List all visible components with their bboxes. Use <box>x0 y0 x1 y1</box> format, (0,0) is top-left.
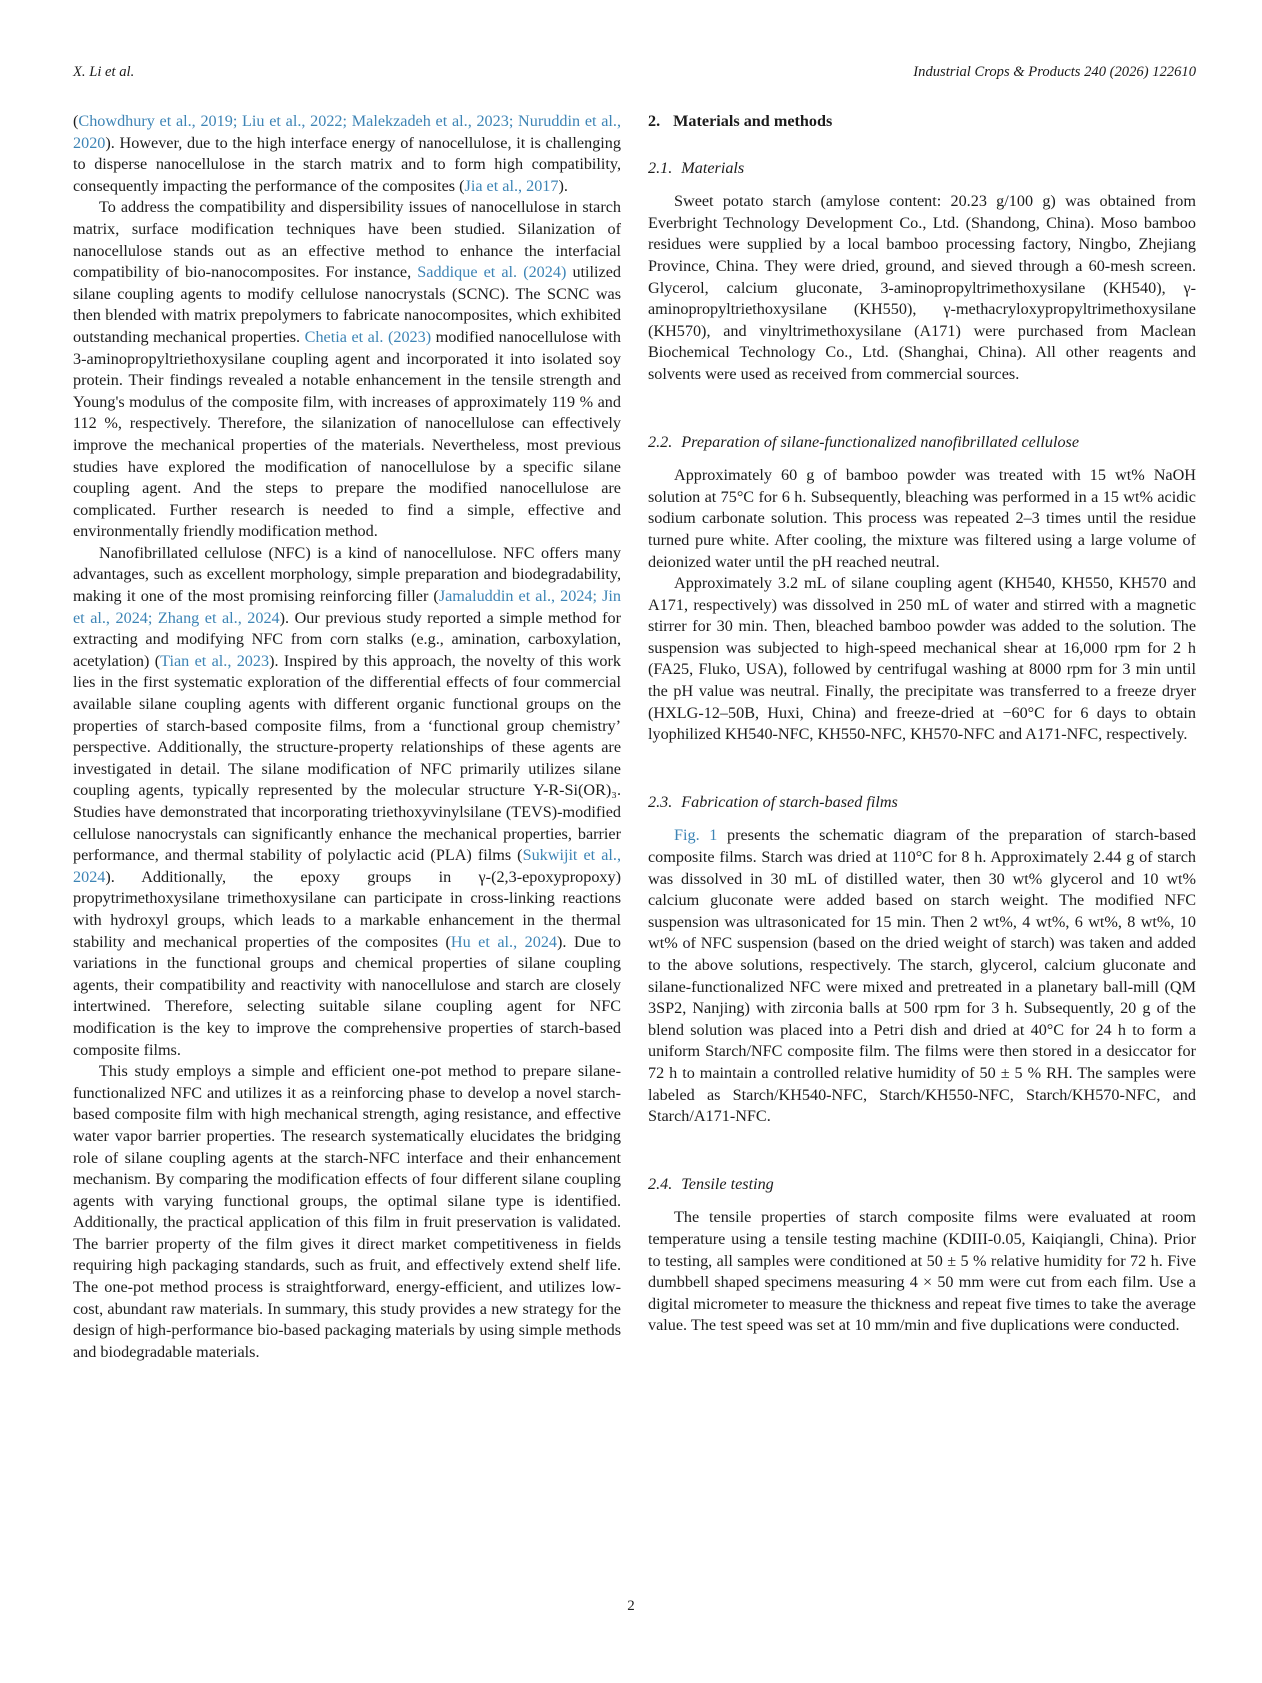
section <box>648 746 1196 1128</box>
paragraph <box>648 573 1196 746</box>
text-run: ). However, due to the high interface energy of nanocellulose, it is challenging to disperse nanocellulose in the starch matrix and to form high compatibility, consequently impacting the performance of the composites ( <box>73 133 621 195</box>
section-heading <box>648 386 1196 466</box>
running-author: X. Li et al. <box>73 64 135 80</box>
section-number: 2.2. <box>648 432 673 451</box>
text-run: ( <box>73 112 79 130</box>
text-run: Nanofibrillated cellulose (NFC) is a kind of nanocellulose. NFC offers many advantages, such as excellent morphology, simple preparation and biodegradability, making it one of the most promising reinforcing filler ( <box>73 543 621 606</box>
paragraph <box>73 111 621 197</box>
text-run: presents the schematic diagram of the preparation of starch-based composite films. Starch was dried at 110°C for 8 h. Approximately 2.44 g of starch was dissolved in 30 mL of distilled water, then 30 wt% glycerol and 10 wt% calcium gluconate were added based on starch weight. The modified NFC suspension was ultrasonicated for 15 min. Then 2 wt%, 4 wt%, 6 wt%, 8 wt%, 10 wt% of NFC suspension (based on the dried weight of starch) was taken and added to the above solutions, respectively. The starch, glycerol, calcium gluconate and silane-functionalized NFC were mixed and pretreated in a planetary ball-mill (QM 3SP2, Nanjing) with zirconia balls at 500 rpm for 3 h. Subsequently, 20 g of the blend solution was placed into a Petri dish and dried at 40°C for 24 h to form a uniform Starch/NFC composite film. The films were then stored in a desiccator for 72 h to maintain a controlled relative humidity of 50 ± 5 % RH. The samples were labeled as Starch/KH540-NFC, Starch/KH550-NFC, Starch/KH570-NFC, and Starch/A171-NFC. <box>648 826 1196 1126</box>
paragraph <box>648 191 1196 385</box>
text-run: modified nanocellulose with 3-aminopropyltriethoxysilane coupling agent and incorporated it into isolated soy protein. Their findings revealed a notable enhancement in the tensile strength and Young's modulus of the composite film, with increases of approximately 119 % and 112 %, respectively. Therefore, the silanization of nanocellulose can effectively improve the mechanical properties of the materials. Nevertheless, most previous studies have explored the modification of nanocellulose by a specific silane coupling agent. And the steps to prepare the modified nanocellulose are complicated. Further research is needed to find a simple, effective and environmentally friendly modification method. <box>73 327 621 541</box>
section <box>648 111 1196 158</box>
section-heading <box>648 158 1196 192</box>
paragraph <box>73 197 621 543</box>
section <box>648 1128 1196 1337</box>
section <box>648 158 1196 386</box>
citation-link[interactable]: Tian et al., 2023 <box>160 651 270 670</box>
right-column <box>648 111 1196 1363</box>
section-number: 2.4. <box>648 1174 673 1193</box>
text-run: Sweet potato starch (amylose content: 20.23 g/100 g) was obtained from Everbright Technology Development Co., Ltd. (Shandong, China). Moso bamboo residues were supplied by a local bamboo processing factory, Ningbo, Zhejiang Province, China. They were dried, ground, and sieved through a 60-mesh screen. Glycerol, calcium gluconate, 3-aminopropyltrimethoxysilane (KH540), γ-aminopropyltriethoxysilane (KH550), γ-methacryloxypropyltrimethoxysilane (KH570), and vinyltrimethoxysilane (A171) were purchased from Maclean Biochemical Technology Co., Ltd. (Shanghai, China). All other reagents and solvents were used as received from commercial sources. <box>648 192 1196 383</box>
journal-citation: Industrial Crops & Products 240 (2026) 122610 <box>913 64 1196 80</box>
paragraph <box>73 1061 621 1363</box>
citation-link[interactable]: Jamaluddin et al., 2024; Jin et al., 2024; Zhang et al., 2024 <box>73 587 621 627</box>
page-number: 2 <box>627 1598 635 1614</box>
section-number: 2.1. <box>648 158 673 177</box>
two-column-body <box>73 111 1196 1363</box>
section-title: Materials and methods <box>673 112 833 130</box>
paragraph <box>648 1207 1196 1337</box>
citation-link[interactable]: Jia et al., 2017 <box>464 176 559 195</box>
text-run: This study employs a simple and efficient one-pot method to prepare silane- functionalized NFC and utilizes it as a reinforcing phase to develop a novel starch-based composite film with high mechanical strength, aging resistance, and effective water vapor barrier properties. The research systematically elucidates the bridging role of silane coupling agents at the starch-NFC interface and their enhancement mechanism. By comparing the modification effects of four different silane coupling agents with varying functional groups, the optimal silane type is identified. Additionally, the practical application of this film in fruit preservation is validated. The barrier property of the film gives it direct market competitiveness in fields requiring high packaging standards, such as fruit, and effectively extend shelf life. The one-pot method process is straightforward, energy-efficient, and utilizes low-cost, abundant raw materials. In summary, this study provides a new strategy for the design of high-performance bio-based packaging materials by using simple methods and biodegradable materials. <box>73 1062 621 1361</box>
citation-link[interactable]: Chowdhury et al., 2019; Liu et al., 2022; Malekzadeh et al., 2023; Nuruddin et al., 2020 <box>73 112 621 152</box>
text-run: The tensile properties of starch composite films were evaluated at room temperature using a tensile testing machine (KDIII-0.05, Kaiqiangli, China). Prior to testing, all samples were conditioned at 50 ± 5 % relative humidity for 72 h. Five dumbbell shaped specimens measuring 4 × 50 mm were cut from each film. Use a digital micrometer to measure the thickness and repeat five times to take the average value. The test speed was set at 10 mm/min and five duplications were conducted. <box>648 1208 1196 1335</box>
text-run: utilized silane coupling agents to modify cellulose nanocrystals (SCNC). The SCNC was then blended with matrix prepolymers to fabricate nanocomposites, which exhibited outstanding mechanical properties. <box>73 263 621 346</box>
section-title: Preparation of silane-functionalized nanofibrillated cellulose <box>681 432 1080 451</box>
text-run: ). Our previous study reported a simple method for extracting and modifying NFC from corn stalks (e.g., amination, carboxylation, acetylation) ( <box>73 608 621 670</box>
section-number: 2.3. <box>648 792 673 811</box>
page-header <box>73 64 1196 81</box>
paragraph <box>73 543 621 1061</box>
section-title: Fabrication of starch-based films <box>681 792 898 811</box>
text-run: Approximately 60 g of bamboo powder was treated with 15 wt% NaOH solution at 75°C for 6 h. Subsequently, bleaching was performed in a 15 wt% acidic sodium carbonate solution. This process was repeated 2–3 times until the residue turned pure white. After cooling, the mixture was filtered using a large volume of deionized water until the pH reached neutral. <box>648 466 1196 571</box>
paragraph <box>648 465 1196 573</box>
text-run: ). Due to variations in the functional groups and chemical properties of silane coupling agents, their compatibility and reactivity with nanocellulose and starch are closely intertwined. Therefore, selecting suitable silane coupling agent for NFC modification is the key to improve the comprehensive properties of starch-based composite films. <box>73 932 621 1059</box>
section-title: Tensile testing <box>681 1174 774 1193</box>
section-heading <box>648 746 1196 826</box>
citation-link[interactable]: Saddique et al. (2024) <box>417 263 567 282</box>
paragraph <box>648 825 1196 1127</box>
citation-link[interactable]: Sukwijit et al., 2024 <box>73 846 621 886</box>
text-run: To address the compatibility and dispersibility issues of nanocellulose in starch matrix, surface modification techniques have been studied. Silanization of nanocellulose stands out as an effective method to enhance the interfacial compatibility of bio-nanocomposites. For instance, <box>73 198 621 282</box>
citation-link[interactable]: Hu et al., 2024 <box>450 932 558 951</box>
section-number: 2. <box>648 112 661 130</box>
citation-link[interactable]: Fig. 1 <box>674 826 718 845</box>
section <box>648 386 1196 746</box>
section-heading <box>648 1128 1196 1208</box>
text-run: ). Inspired by this approach, the novelty of this work lies in the first systematic exploration of the differential effects of four commercial available silane coupling agents with different organic functional groups on the properties of starch-based composite films, from a ‘functional group chemistry’ perspective. Additionally, the structure-property relationships of these agents are investigated in detail. The silane modification of NFC primarily utilizes silane coupling agents, typically represented by the molecular structure Y-R-Si(OR)₃. Studies have demonstrated that incorporating triethoxyvinylsilane (TEVS)-modified cellulose nanocrystals can significantly enhance the mechanical properties, barrier performance, and thermal stability of polylactic acid (PLA) films ( <box>73 651 621 865</box>
section-title: Materials <box>681 158 745 177</box>
section-heading <box>648 111 1196 158</box>
text-run: ). Additionally, the epoxy groups in γ-(2,3-epoxypropoxy) propytrimethoxysilane trimethoxysilane can participate in cross-linking reactions with hydroxyl groups, which leads to a markable enhancement in the thermal stability and mechanical properties of the composites ( <box>73 867 621 951</box>
left-column <box>73 111 621 1363</box>
text-run: ). <box>558 176 568 195</box>
citation-link[interactable]: Chetia et al. (2023) <box>304 327 432 346</box>
text-run: Approximately 3.2 mL of silane coupling agent (KH540, KH550, KH570 and A171, respectively) was dissolved in 250 mL of water and stirred with a magnetic stirrer for 30 min. Then, bleached bamboo powder was added to the solution. The suspension was subjected to high-speed mechanical shear at 16,000 rpm for 2 h (FA25, Fluko, USA), followed by centrifugal washing at 8000 rpm for 3 min until the pH value was neutral. Finally, the precipitate was transferred to a freeze dryer (HXLG-12–50B, Huxi, China) and freeze-dried at −60°C for 6 days to obtain lyophilized KH540-NFC, KH550-NFC, KH570-NFC and A171-NFC, respectively. <box>648 574 1196 744</box>
